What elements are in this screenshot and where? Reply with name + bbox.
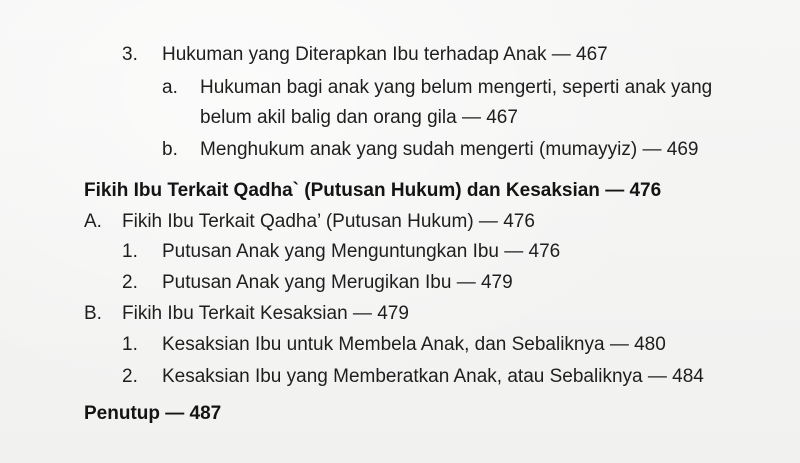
toc-item-3a-marker: a.: [162, 77, 178, 98]
toc-section-a-text: Fikih Ibu Terkait Qadha’ (Putusan Hukum) — 476: [122, 211, 535, 232]
toc-item-a1-text: Putusan Anak yang Menguntungkan Ibu — 476: [162, 241, 561, 262]
toc-item-3a-text-line2: belum akil balig dan orang gila — 467: [200, 107, 518, 128]
toc-section-a-marker: A.: [84, 211, 102, 232]
toc-section-qadha-heading: Fikih Ibu Terkait Qadha` (Putusan Hukum) dan Kesaksian — 476: [84, 180, 662, 201]
toc-item-b2-text: Kesaksian Ibu yang Memberatkan Anak, atau Sebaliknya — 484: [162, 366, 704, 387]
toc-item-3b-text: Menghukum anak yang sudah mengerti (mumayyiz) — 469: [200, 139, 699, 160]
toc-item-a1-marker: 1.: [122, 241, 138, 262]
toc-item-3b-marker: b.: [162, 139, 178, 160]
toc-item-a2-text: Putusan Anak yang Merugikan Ibu — 479: [162, 272, 513, 293]
toc-item-b1-text: Kesaksian Ibu untuk Membela Anak, dan Sebaliknya — 480: [162, 334, 666, 355]
toc-item-a2-marker: 2.: [122, 272, 138, 293]
toc-item-3a-text-line1: Hukuman bagi anak yang belum mengerti, seperti anak yang: [200, 77, 713, 98]
toc-section-penutup-heading: Penutup — 487: [84, 403, 222, 424]
toc-item-3-marker: 3.: [122, 44, 138, 65]
toc-section-b-text: Fikih Ibu Terkait Kesaksian — 479: [122, 303, 409, 324]
toc-item-3-text: Hukuman yang Diterapkan Ibu terhadap Anak — 467: [162, 44, 608, 65]
toc-item-b2-marker: 2.: [122, 366, 138, 387]
toc-item-b1-marker: 1.: [122, 334, 138, 355]
toc-section-b-marker: B.: [84, 303, 102, 324]
